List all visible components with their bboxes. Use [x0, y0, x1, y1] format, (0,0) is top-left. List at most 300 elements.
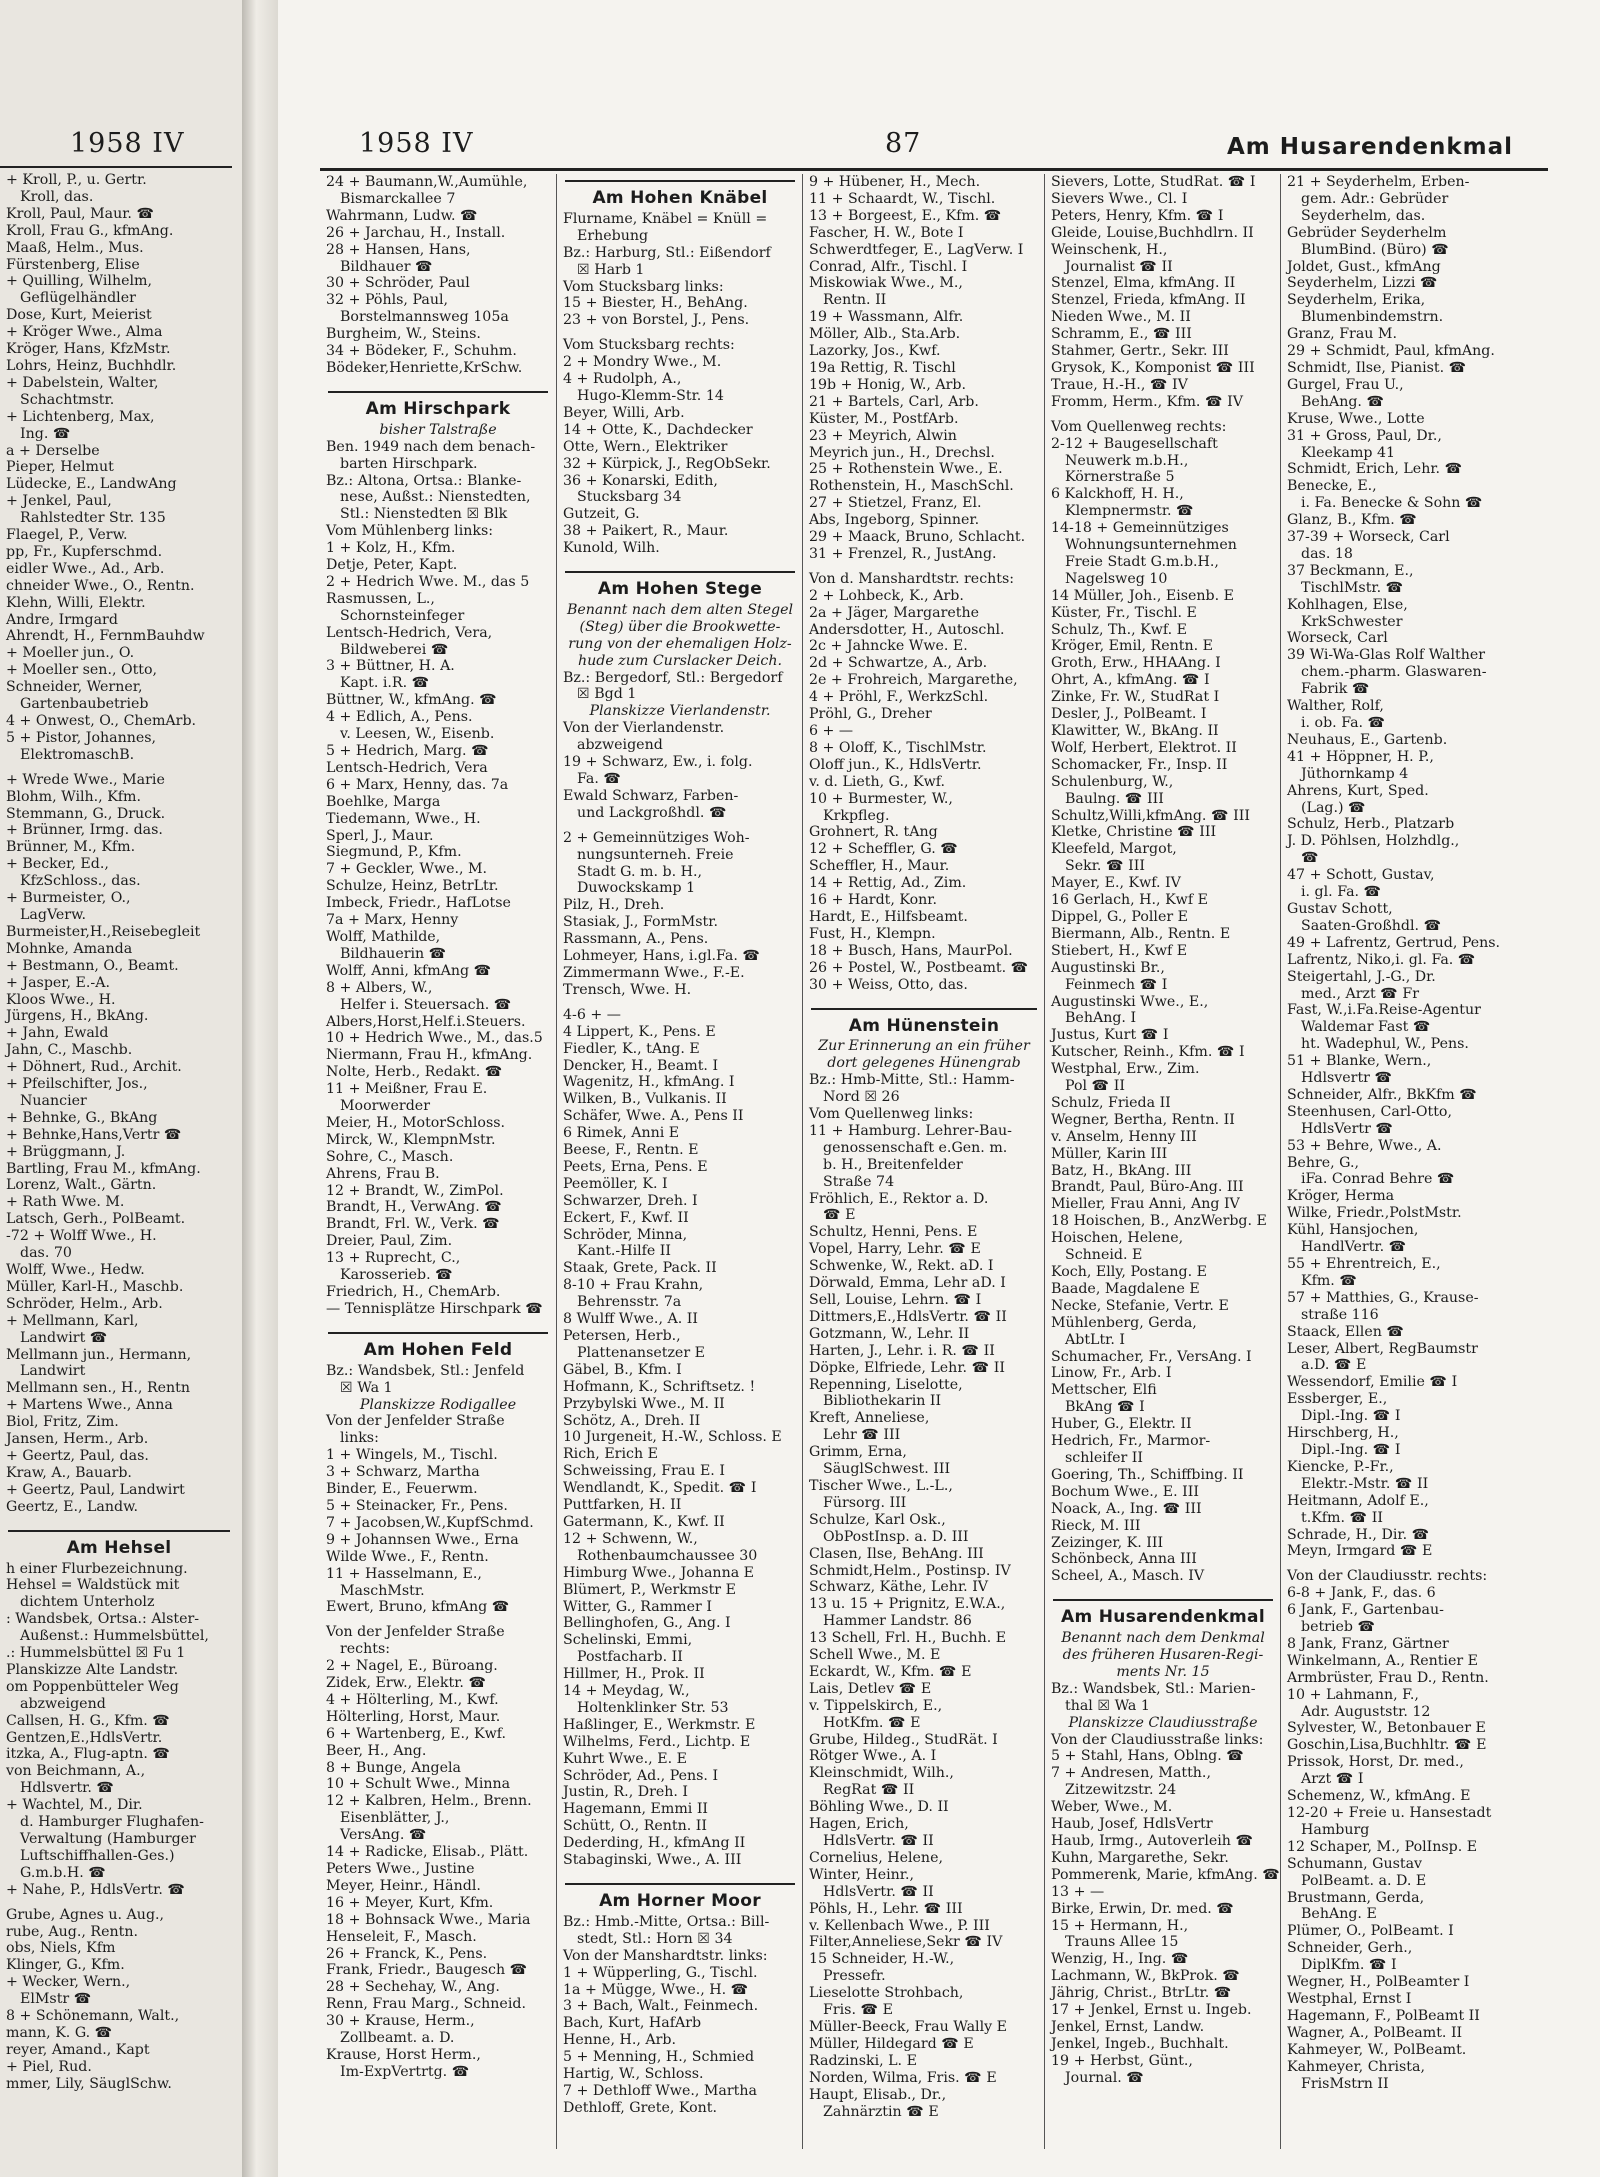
directory-entry: Peters, Henry, Kfm. ☎ I [1051, 207, 1224, 224]
directory-entry: Kahmeyer, Christa, [1287, 2058, 1425, 2075]
directory-entry: Westphal, Ernst I [1287, 1990, 1412, 2007]
directory-entry: 3 + Schwarz, Martha [326, 1464, 480, 1481]
directory-entry: 8 + Albers, W., [326, 979, 433, 996]
directory-entry: Fast, W.,i.Fa.Reise-Agentur [1287, 1002, 1481, 1019]
directory-entry: Kröger, Hans, KfzMstr. [6, 341, 171, 358]
entry-continuation: BkAng ☎ I [1065, 1399, 1145, 1416]
directory-entry: Hofmann, K., Schriftsetz. ! [563, 1378, 756, 1395]
directory-entry: Stahmer, Gertr., Sekr. III [1051, 343, 1229, 360]
directory-entry: Klehn, Willi, Elektr. [6, 594, 146, 611]
entry-continuation: Neuwerk m.b.H., [1065, 452, 1189, 469]
directory-entry: Schröder, Helm., Arb. [6, 1295, 163, 1312]
entry-continuation: HdlsVertr. ☎ II [823, 1833, 934, 1849]
entry-continuation: thal ☒ Wa 1 [1065, 1697, 1150, 1714]
directory-entry: Vom Stucksbarg rechts: [563, 337, 735, 354]
directory-entry: + Moeller jun., O. [6, 645, 135, 662]
entry-continuation: Rothenbaumchaussee 30 [577, 1547, 758, 1564]
directory-entry: Gotzmann, W., Lehr. II [809, 1325, 970, 1342]
directory-entry: Schell Wwe., M. E [809, 1647, 941, 1664]
street-heading: Am Hünenstein [848, 1015, 1000, 1036]
directory-entry: Flurname, Knäbel = Knüll = [563, 210, 768, 227]
directory-entry: Pilz, H., Dreh. [563, 897, 665, 914]
directory-entry: Tischer Wwe., L.-L., [809, 1477, 953, 1494]
directory-entry: Lentsch-Hedrich, Vera [326, 759, 488, 776]
entry-continuation: Kroll, das. [20, 188, 94, 205]
street-note: bisher Talstraße [379, 421, 497, 438]
entry-continuation: Landwirt ☎ [20, 1329, 108, 1346]
directory-entry: 8 + Schönemann, Walt., [6, 2008, 180, 2025]
directory-entry: Noack, A., Ing. ☎ III [1051, 1500, 1202, 1517]
entry-continuation: Im-ExpVertrtg. ☎ [340, 2063, 470, 2080]
entry-continuation: Pol ☎ II [1065, 1078, 1125, 1095]
directory-entry: Pröhl, G., Dreher [809, 706, 932, 723]
directory-entry: Sylvester, W., Betonbauer E [1287, 1720, 1486, 1737]
directory-entry: 4 + Rudolph, A., [563, 371, 682, 388]
spacer [320, 377, 556, 385]
directory-entry: Henne, H., Arb. [563, 2032, 676, 2049]
street-note: Benannt nach dem alten Stegel [566, 601, 794, 618]
entry-continuation: PolBeamt. a. D. E [1301, 1872, 1427, 1889]
directory-entry: Schröder, Minna, [563, 1226, 688, 1243]
directory-entry: Schemenz, W., kfmAng. E [1287, 1788, 1471, 1805]
entry-continuation: Elektr.-Mstr. ☎ II [1301, 1475, 1429, 1492]
directory-entry: Eckardt, W., Kfm. ☎ E [809, 1663, 972, 1680]
directory-entry: Lohmeyer, Hans, i.gl.Fa. ☎ [563, 948, 761, 965]
directory-entry: + Lichtenberg, Max, [6, 408, 155, 425]
directory-entry: Beyer, Willi, Arb. [563, 404, 685, 421]
entry-continuation: BehAng. ☎ [1301, 393, 1385, 410]
directory-entry: Goering, Th., Schiffbing. II [1051, 1466, 1244, 1483]
directory-entry: Müller, Hildegard ☎ E [809, 2035, 974, 2052]
directory-entry: + Mellmann, Karl, [6, 1312, 139, 1329]
entry-continuation: iFa. Conrad Behre ☎ [1301, 1171, 1455, 1188]
directory-entry: 15 Schneider, H.-W., [809, 1951, 955, 1968]
directory-entry: Schneider, Gerh., [1287, 1940, 1413, 1957]
entry-continuation: Lehr ☎ III [823, 1427, 901, 1444]
entry-continuation: G.m.b.H. ☎ [20, 1864, 106, 1881]
directory-entry: Zimmermann Wwe., F.-E. [563, 964, 745, 981]
spacer [1045, 1585, 1281, 1593]
directory-entry: Leser, Albert, RegBaumstr [1287, 1340, 1478, 1357]
directory-entry: Schrade, H., Dir. ☎ [1287, 1526, 1430, 1543]
directory-entry: Bz.: Bergedorf, Stl.: Bergedorf [563, 669, 783, 686]
directory-entry: Mayer, E., Kwf. IV [1051, 875, 1181, 892]
directory-entry: Stenzel, Frieda, kfmAng. II [1051, 292, 1246, 309]
directory-entry: 4 + Edlich, A., Pens. [326, 709, 473, 726]
directory-entry: Granz, Frau M. [1287, 326, 1397, 343]
section-rule [565, 571, 795, 573]
directory-entry: Justin, R., Dreh. I [563, 1784, 689, 1801]
directory-entry: Jährig, Christ., BtrLtr. ☎ [1051, 1985, 1232, 2002]
directory-entry: 1 + Wüpperling, G., Tischl. [563, 1964, 758, 1981]
directory-entry: 6-8 + Jank, F., das. 6 [1287, 1585, 1436, 1602]
directory-entry: Zeizinger, K. III [1051, 1534, 1164, 1551]
directory-entry: Biol, Fritz, Zim. [6, 1414, 119, 1431]
entry-continuation: Kfm. ☎ [1301, 1272, 1357, 1289]
directory-entry: Schulz, Frieda II [1051, 1094, 1171, 1111]
directory-entry: 6 + Marx, Henny, das. 7a [326, 776, 509, 793]
directory-entry: 8 Jank, Franz, Gärtner [1287, 1635, 1449, 1652]
street-note: Planskizze Rodigallee [359, 1396, 517, 1413]
directory-entry: Dörwald, Emma, Lehr aD. I [809, 1275, 1006, 1292]
entry-continuation: Fürsorg. III [823, 1494, 907, 1511]
directory-entry: Sell, Louise, Lehrn. ☎ I [809, 1292, 982, 1308]
directory-entry: + Becker, Ed., [6, 856, 109, 873]
directory-entry: Dederding, H., kfmAng II [563, 1835, 746, 1852]
entry-continuation: KrkSchwester [1301, 613, 1403, 630]
entry-continuation: abzweigend [577, 737, 663, 754]
entry-continuation: ☎ [1301, 850, 1319, 867]
page-year-header: 1958 IV [359, 128, 474, 159]
directory-entry: Jenkel, Ernst, Landw. [1051, 2018, 1205, 2035]
directory-entry: 1a + Mügge, Wwe., H. ☎ [563, 1981, 749, 1998]
directory-entry: 4 + Onwest, O., ChemArb. [6, 713, 197, 729]
directory-entry: Worseck, Carl [1287, 630, 1388, 647]
directory-entry: Puttfarken, H. II [563, 1497, 682, 1514]
directory-entry: Grube, Hildeg., StudRät. I [809, 1731, 998, 1748]
directory-entry: Lieselotte Strohbach, [809, 1985, 964, 2002]
directory-entry: + Dabelstein, Walter, [6, 374, 159, 391]
directory-entry: Wahrmann, Ludw. ☎ [326, 207, 478, 224]
directory-entry: Schramm, E., ☎ III [1051, 326, 1192, 343]
directory-entry: Scheffler, H., Maur. [809, 858, 950, 875]
directory-entry: Beese, F., Rentn. E [563, 1142, 699, 1159]
directory-entry: Schulenburg, W., [1051, 773, 1174, 790]
directory-entry: Kloos Wwe., H. [6, 991, 116, 1008]
entry-continuation: ☒ Wa 1 [340, 1379, 393, 1396]
entry-continuation: Baulng. ☎ III [1065, 790, 1164, 807]
spacer [0, 1899, 238, 1907]
directory-entry: Weinschenk, H., [1051, 241, 1168, 258]
entry-continuation: Fris. ☎ E [823, 2002, 894, 2019]
directory-entry: + Martens Wwe., Anna [6, 1397, 173, 1414]
directory-entry: Trensch, Wwe. H. [563, 981, 692, 998]
directory-entry: Benecke, E., [1287, 478, 1377, 495]
directory-entry: Wilken, B., Vulkanis. II [563, 1091, 727, 1108]
directory-entry: Tiedemann, Wwe., H. [326, 810, 481, 827]
entry-continuation: d. Hamburger Flughafen- [20, 1814, 204, 1831]
directory-entry: 29 + Maack, Bruno, Schlacht. [809, 529, 1026, 546]
directory-entry: Jürgens, H., BkAng. [6, 1008, 149, 1025]
directory-entry: 19b + Honig, W., Arb. [809, 376, 966, 393]
directory-entry: Kruse, Wwe., Lotte [1287, 410, 1425, 427]
directory-entry: Detje, Peter, Kapt. [326, 557, 458, 574]
directory-entry: Brandt, H., VerwAng. ☎ [326, 1199, 502, 1216]
directory-entry: 30 + Weiss, Otto, das. [809, 976, 968, 993]
directory-entry: Steenhusen, Carl-Otto, [1287, 1103, 1452, 1120]
directory-entry: Rasmussen, L., [326, 590, 435, 607]
directory-entry: Meyer, Heinr., Händl. [326, 1877, 481, 1894]
street-note: dort gelegenes Hünengrab [827, 1055, 1021, 1072]
directory-entry: Zinke, Fr. W., StudRat I [1051, 689, 1220, 706]
directory-entry: Rassmann, A., Pens. [563, 931, 709, 948]
directory-entry: 53 + Behre, Wwe., A. [1287, 1137, 1442, 1154]
directory-entry: Scheel, A., Masch. IV [1051, 1568, 1205, 1585]
street-note: Planskizze Claudiusstraße [1068, 1714, 1258, 1731]
directory-entry: 13 + — [1051, 1883, 1105, 1900]
directory-entry: Prissok, Horst, Dr. med., [1287, 1754, 1464, 1771]
entry-continuation: Körnerstraße 5 [1065, 469, 1175, 486]
directory-entry: : Wandsbek, Ortsa.: Alster- [6, 1611, 200, 1628]
entry-continuation: das. 18 [1301, 545, 1353, 562]
directory-entry: 38 + Paikert, R., Maur. [563, 523, 729, 540]
directory-entry: Seyderhelm, Lizzi ☎ [1287, 275, 1438, 292]
directory-entry: Bz.: Wandsbek, Stl.: Jenfeld [326, 1362, 525, 1379]
directory-entry: 2 + Gemeinnütziges Woh- [563, 829, 750, 846]
directory-entry: 2c + Jahncke Wwe. E. [809, 638, 968, 655]
directory-entry: + Brüggmann, J. [6, 1143, 126, 1160]
directory-entry: + Bestmann, O., Beamt. [6, 957, 179, 974]
directory-entry: Augustinski Br., [1051, 959, 1165, 976]
directory-entry: Schumann, Gustav [1287, 1855, 1423, 1872]
directory-entry: Von der Manshardtstr. links: [563, 1947, 768, 1964]
directory-entry: Staack, Ellen ☎ [1287, 1323, 1405, 1340]
entry-continuation: med., Arzt ☎ Fr [1301, 985, 1419, 1002]
directory-entry: + Piel, Rud. [6, 2058, 92, 2075]
directory-entry: 21 + Seyderhelm, Erben- [1287, 174, 1470, 190]
directory-entry: Wessendorf, Emilie ☎ I [1287, 1374, 1458, 1391]
directory-entry: Wendlandt, K., Spedit. ☎ I [563, 1480, 757, 1497]
directory-entry: chneider Wwe., O., Rentn. [6, 577, 195, 594]
directory-entry: h einer Flurbezeichnung. [6, 1560, 188, 1577]
directory-entry: 29 + Schmidt, Paul, kfmAng. [1287, 343, 1495, 360]
section-rule [328, 1332, 548, 1334]
directory-entry: 2 + Mondry Wwe., M. [563, 354, 722, 371]
directory-entry: Von der Vierlandenstr. [563, 720, 725, 737]
directory-entry: Gustav Schott, [1287, 900, 1393, 917]
directory-entry: Wolf, Herbert, Elektrot. II [1051, 739, 1237, 756]
entry-continuation: ☒ Harb 1 [577, 261, 645, 278]
directory-entry: .: Hummelsbüttel ☒ Fu 1 [6, 1645, 186, 1662]
directory-entry: Henseleit, F., Masch. [326, 1928, 477, 1945]
entry-continuation: Klempnermstr. ☎ [1065, 503, 1194, 520]
entry-continuation: Plattenansetzer E [577, 1344, 705, 1361]
directory-column-2 [556, 174, 803, 2149]
entry-continuation: Freie Stadt G.m.b.H., [1065, 553, 1219, 570]
directory-entry: 10 + Burmester, W., [809, 790, 953, 807]
directory-entry: Friedrich, H., ChemArb. [326, 1284, 501, 1300]
street-heading: Am Hohen Knäbel [592, 188, 768, 208]
directory-entry: Harten, J., Lehr. i. R. ☎ II [809, 1342, 995, 1359]
entry-continuation: Moorwerder [340, 1098, 430, 1115]
entry-continuation: links: [340, 1430, 379, 1447]
directory-entry: Zidek, Erw., Elektr. ☎ [326, 1675, 487, 1692]
directory-entry: Schultz,Willi,kfmAng. ☎ III [1051, 807, 1250, 824]
directory-entry: Bz.: Hmb.-Mitte, Ortsa.: Bill- [563, 1913, 770, 1930]
directory-entry: 6 + Wartenberg, E., Kwf. [326, 1725, 507, 1742]
directory-entry: Bz.: Harburg, Stl.: Eißendorf [563, 244, 771, 261]
directory-entry: obs, Niels, Kfm [6, 1940, 116, 1957]
entry-continuation: Adr. Auguststr. 12 [1301, 1703, 1431, 1720]
directory-entry: Augustinski Wwe., E., [1051, 993, 1209, 1010]
entry-continuation: betrieb ☎ [1301, 1619, 1376, 1636]
directory-entry: Hagen, Erich, [809, 1816, 909, 1833]
directory-entry: 14 + Otte, K., Dachdecker [563, 421, 753, 438]
directory-entry: Kröger, Emil, Rentn. E [1051, 638, 1213, 655]
entry-continuation: VersAng. ☎ [340, 1827, 427, 1844]
directory-entry: Gurgel, Frau U., [1287, 376, 1404, 393]
entry-continuation: MaschMstr. [340, 1582, 425, 1599]
directory-entry: Kutscher, Reinh., Kfm. ☎ I [1051, 1044, 1245, 1061]
directory-entry: Schelinski, Emmi, [563, 1632, 693, 1649]
directory-entry: Filter,Anneliese,Sekr ☎ IV [809, 1934, 1003, 1951]
directory-entry: 13 + Ruprecht, C., [326, 1250, 461, 1267]
directory-entry: Wegner, H., PolBeamter I [1287, 1974, 1470, 1991]
directory-entry: Witter, G., Rammer I [563, 1598, 712, 1615]
entry-continuation: genossenschaft e.Gen. m. [823, 1139, 1008, 1156]
directory-entry: 12 + Schwenn, W., [563, 1530, 698, 1547]
directory-entry: 2 + Lohbeck, K., Arb. [809, 587, 964, 604]
entry-continuation: v. Leesen, W., Eisenb. [340, 726, 495, 743]
directory-entry: 11 + Hasselmann, E., [326, 1565, 482, 1582]
directory-entry: Stemmann, G., Druck. [6, 805, 166, 822]
directory-entry: Schwarzer, Dreh. I [563, 1192, 698, 1209]
directory-entry: Dreier, Paul, Zim. [326, 1233, 453, 1250]
directory-entry: + Geertz, Paul, Landwirt [6, 1481, 185, 1498]
directory-entry: Brünner, M., Kfm. [6, 839, 136, 856]
page-number: 87 [885, 128, 922, 159]
directory-entry: Hardt, E., Hilfsbeamt. [809, 908, 968, 925]
directory-entry: 55 + Ehrentreich, E., [1287, 1256, 1441, 1272]
directory-entry: Callsen, H. G., Kfm. ☎ [6, 1712, 170, 1729]
entry-continuation: straße 116 [1301, 1306, 1379, 1323]
directory-entry: 15 + Hermann, H., [1051, 1917, 1189, 1934]
directory-entry: + Kroll, P., u. Gertr. [6, 172, 147, 188]
directory-entry: 5 + Hedrich, Marg. ☎ [326, 743, 489, 759]
directory-entry: Wolff, Mathilde, [326, 928, 441, 945]
directory-entry: Siegmund, P., Kfm. [326, 844, 462, 861]
directory-entry: Lüdecke, E., LandwAng [6, 476, 177, 493]
entry-continuation: ☎ E [823, 1207, 856, 1224]
directory-entry: Justus, Kurt ☎ I [1051, 1027, 1169, 1044]
directory-entry: Haub, Josef, HdlsVertr [1051, 1816, 1213, 1833]
entry-continuation: Fabrik ☎ [1301, 681, 1370, 698]
directory-entry: Wilde Wwe., F., Rentn. [326, 1548, 489, 1565]
directory-entry: Dittmers,E.,HdlsVertr. ☎ II [809, 1308, 1007, 1325]
left-page-fragment [0, 0, 242, 2177]
directory-entry: Kahmeyer, W., PolBeamt. [1287, 2041, 1467, 2058]
directory-entry: Bochum Wwe., E. III [1051, 1483, 1199, 1500]
directory-entry: Fust, H., Klempn. [809, 925, 936, 942]
section-rule [565, 180, 795, 182]
entry-continuation: Wohnungsunternehmen [1065, 537, 1237, 554]
directory-entry: 41 + Höppner, H. P., [1287, 748, 1434, 765]
directory-entry: Schulz, Herb., Platzarb [1287, 816, 1455, 833]
book-gutter [242, 0, 278, 2177]
directory-entry: Cornelius, Helene, [809, 1849, 943, 1866]
directory-entry: Stasiak, J., FormMstr. [563, 914, 718, 931]
directory-entry: Kroll, Paul, Maur. ☎ [6, 205, 155, 222]
spacer [0, 1516, 238, 1524]
entry-continuation: i. Fa. Benecke & Sohn ☎ [1301, 495, 1483, 512]
directory-entry: Staak, Grete, Pack. II [563, 1260, 717, 1277]
directory-entry: 13 Schell, Frl. H., Buchh. E [809, 1630, 1007, 1647]
directory-entry: 37-39 + Worseck, Carl [1287, 529, 1450, 546]
directory-entry: v. Anselm, Henny III [1051, 1128, 1197, 1145]
entry-continuation: das. 70 [20, 1245, 72, 1262]
directory-entry: Hölterling, Horst, Maur. [326, 1708, 501, 1725]
directory-entry: Peters Wwe., Justine [326, 1861, 475, 1877]
directory-entry: Andersdotter, H., Autoschl. [809, 621, 1005, 638]
entry-continuation: Dipl.-Ing. ☎ I [1301, 1441, 1401, 1458]
street-note: des früheren Husaren-Regi- [1062, 1647, 1264, 1664]
directory-entry: Lorenz, Walt., Gärtn. [6, 1177, 157, 1194]
directory-entry: 5 + Menning, H., Schmied [563, 2049, 755, 2066]
directory-entry: 19 + Herbst, Günt., [1051, 2052, 1193, 2069]
entry-continuation: SäuglSchwest. III [823, 1461, 951, 1478]
directory-entry: 9 + Hübener, H., Mech. [809, 174, 981, 190]
entry-continuation: nungsunterneh. Freie [577, 846, 734, 863]
directory-entry: Müller-Beeck, Frau Wally E [809, 2018, 1007, 2035]
directory-entry: Hagemann, Emmi II [563, 1801, 709, 1818]
directory-entry: Von der Jenfelder Straße [326, 1624, 505, 1641]
directory-entry: reyer, Amand., Kapt [6, 2041, 150, 2058]
directory-entry: Dose, Kurt, Meierist [6, 307, 152, 324]
directory-entry: 12 + Kalbren, Helm., Brenn. [326, 1793, 532, 1810]
entry-continuation: t.Kfm. ☎ II [1301, 1509, 1383, 1526]
directory-entry: itzka, A., Flug-aptn. ☎ [6, 1746, 171, 1763]
street-note: Planskizze Vierlandenstr. [589, 703, 771, 720]
directory-entry: Stabaginski, Wwe., A. III [563, 1852, 742, 1869]
directory-entry: 49 + Lafrentz, Gertrud, Pens. [1287, 934, 1501, 951]
directory-entry: Bödeker,Henriette,KrSchw. [326, 359, 523, 376]
directory-entry: Imbeck, Friedr., HafLotse [326, 895, 511, 912]
entry-continuation: Krkpfleg. [823, 807, 890, 824]
street-note: Benannt nach dem Denkmal [1061, 1630, 1265, 1647]
entry-continuation: Holtenklinker Str. 53 [577, 1699, 729, 1716]
directory-entry: Schweissing, Frau E. I [563, 1463, 725, 1480]
entry-continuation: stedt, Stl.: Horn ☒ 34 [577, 1930, 733, 1947]
directory-column-5 [1280, 174, 1543, 2149]
directory-entry: + Moeller sen., Otto, [6, 662, 158, 679]
directory-entry: 4 + Pröhl, F., WerkzSchl. [809, 689, 989, 706]
entry-continuation: Nord ☒ 26 [823, 1089, 900, 1106]
directory-entry: + Behnke,Hans,Vertr ☎ [6, 1126, 182, 1143]
directory-entry: Batz, H., BkAng. III [1051, 1162, 1192, 1179]
entry-continuation: Bismarckallee 7 [340, 190, 456, 207]
directory-entry: + Burmeister, O., [6, 890, 131, 907]
spacer [0, 764, 238, 772]
directory-entry: Ben. 1949 nach dem benach- [326, 438, 536, 455]
directory-entry: Klawitter, W., BkAng. II [1051, 723, 1219, 739]
directory-entry: + Wrede Wwe., Marie [6, 771, 165, 788]
street-note: rung von der ehemaligen Holz- [568, 635, 792, 652]
directory-entry: 12-20 + Freie u. Hansestadt [1287, 1805, 1492, 1821]
directory-entry: Gleide, Louise,Buchhdlrn. II [1051, 224, 1254, 241]
directory-entry: Wegner, Bertha, Rentn. II [1051, 1111, 1235, 1128]
directory-entry: Biermann, Alb., Rentn. E [1051, 925, 1231, 942]
street-heading: Am Hirschpark [365, 398, 511, 419]
street-heading: Am Hohen Stege [597, 579, 763, 600]
directory-entry: 6 Jank, F., Gartenbau- [1287, 1602, 1444, 1619]
entry-continuation: Saaten-Großhdl. ☎ [1301, 917, 1442, 934]
directory-entry: Schumacher, Fr., VersAng. I [1051, 1348, 1252, 1365]
spacer [557, 557, 803, 565]
entry-continuation: Bildhauerin ☎ [340, 945, 447, 962]
directory-entry: Schneider, Werner, [6, 679, 143, 696]
directory-entry: Bz.: Wandsbek, Stl.: Marien- [1051, 1680, 1256, 1697]
directory-entry: Nieden Wwe., M. II [1051, 309, 1191, 326]
directory-entry: Wagner, A., PolBeamt. II [1287, 2024, 1463, 2041]
entry-continuation: Helfer i. Steuersach. ☎ [340, 996, 512, 1013]
directory-entry: Müller, Karin III [1051, 1145, 1168, 1162]
entry-continuation: DiplKfm. ☎ I [1301, 1957, 1397, 1974]
directory-entry: + Jenkel, Paul, [6, 493, 112, 510]
directory-entry: 8-10 + Frau Krahn, [563, 1277, 704, 1294]
directory-entry: Jenkel, Ingeb., Buchhalt. [1051, 2035, 1229, 2052]
directory-entry: Mühlenberg, Gerda, [1051, 1314, 1197, 1331]
entry-continuation: AbtLtr. I [1065, 1331, 1125, 1348]
